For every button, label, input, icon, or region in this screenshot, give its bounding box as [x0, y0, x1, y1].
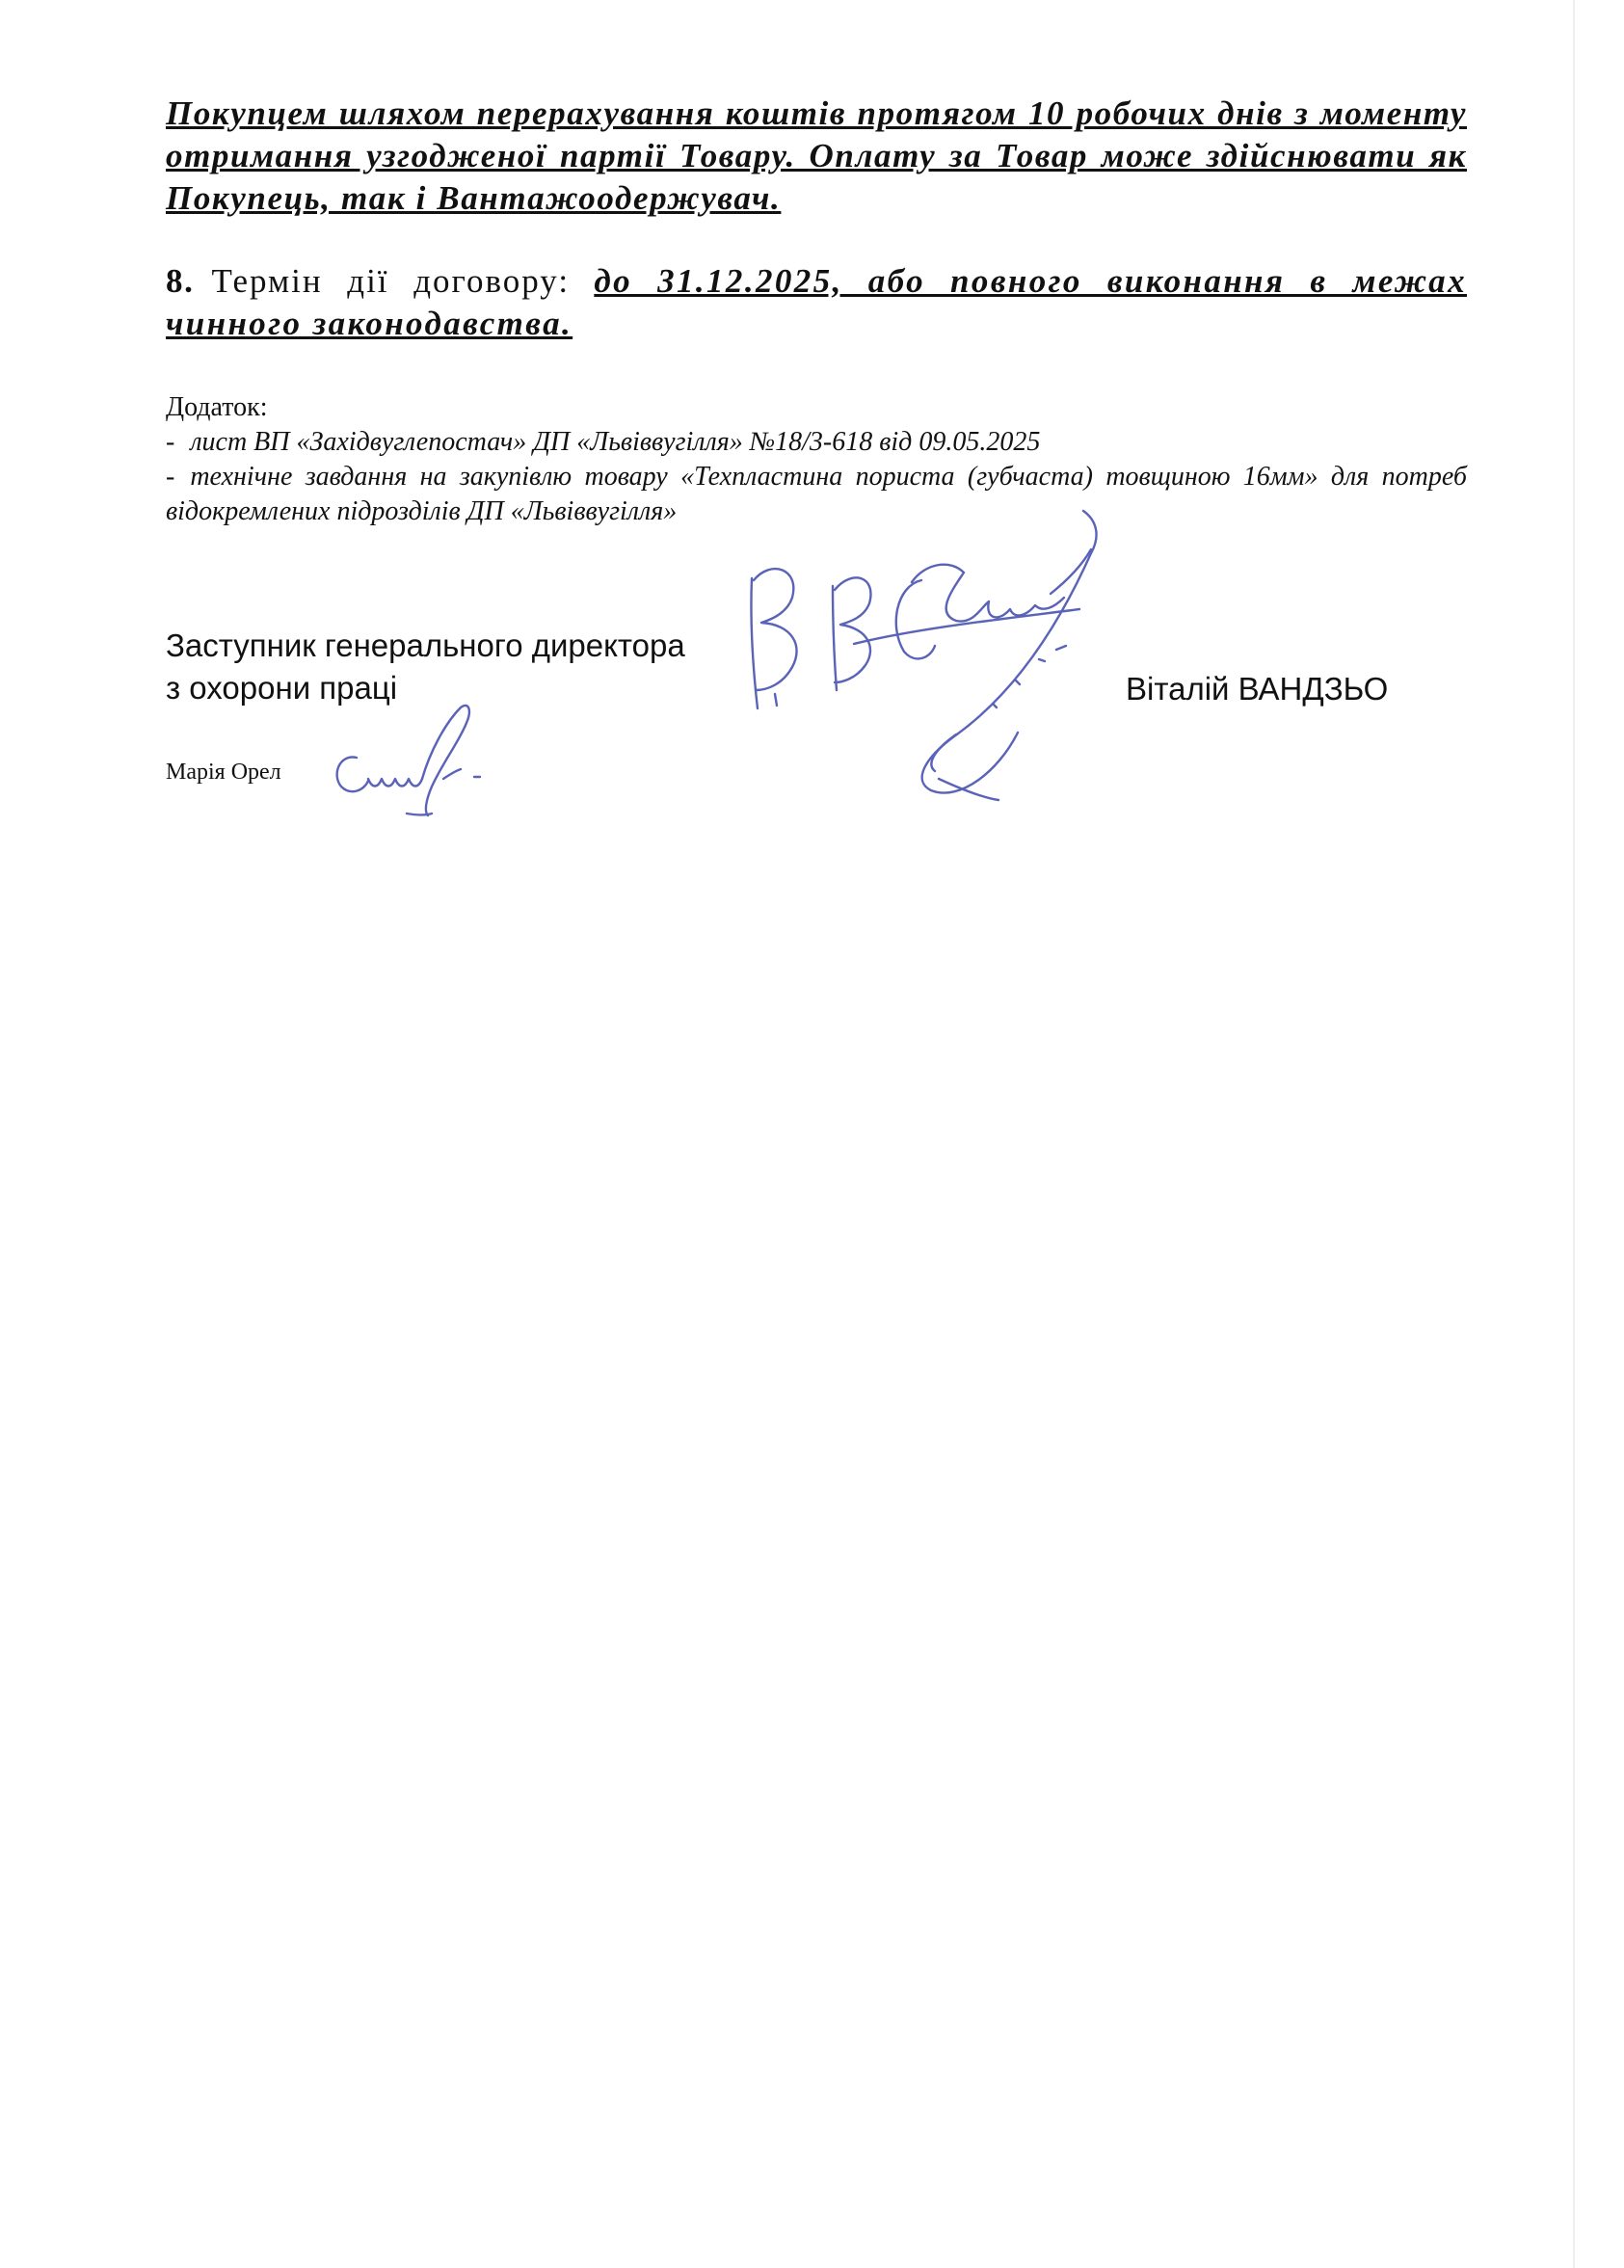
attachments-title: Додаток: — [166, 392, 268, 422]
signature-stroke — [939, 779, 998, 800]
attachment-dash: - — [166, 427, 175, 457]
attachment-text: технічне завдання на закупівлю товару «Техпластина пориста (губчаста) товщиною 16мм» для потреб відокремлених підрозділів ДП «Львіввугілля» — [166, 462, 1467, 526]
signature-stroke — [407, 814, 432, 815]
signatory-position-line2: з охорони праці — [166, 670, 398, 706]
attachment-item — [166, 425, 1467, 460]
term-section-label: Термін дії договору: — [211, 262, 571, 300]
term-section-value: до 31.12.2025, або повного виконання в межах чинного законодавства. — [166, 262, 1467, 342]
signatory-name: Віталій ВАНДЗЬО — [1126, 671, 1389, 707]
executor-name: Марія Орел — [166, 760, 281, 785]
signature-stroke — [835, 577, 870, 682]
signature-stroke — [912, 565, 1064, 622]
signature-stroke — [1039, 659, 1045, 661]
term-section-number: 8. — [166, 262, 195, 300]
signature-stroke — [1016, 680, 1020, 684]
signature-stroke — [993, 704, 997, 707]
signature-stroke — [1056, 646, 1066, 650]
signature-stroke — [931, 734, 956, 771]
signature-stroke — [896, 580, 935, 658]
signature-stroke — [368, 779, 422, 787]
signature-stroke — [922, 511, 1097, 793]
signature-stroke — [754, 569, 797, 690]
signatory-signature — [732, 501, 1176, 848]
signature-stroke — [443, 769, 461, 779]
signature-stroke — [833, 586, 837, 690]
attachment-dash: - — [166, 462, 175, 492]
signature-stroke — [751, 578, 758, 708]
signature-stroke — [1051, 549, 1091, 594]
attachment-text: лист ВП «Західвуглепостач» ДП «Львіввугілля» №18/3-618 від 09.05.2025 — [190, 427, 1041, 457]
executor-signature — [318, 694, 501, 819]
signature-stroke — [422, 706, 469, 815]
signature-stroke — [775, 694, 777, 706]
term-section — [166, 260, 1467, 345]
signatory-position-line1: Заступник генерального директора — [166, 627, 685, 663]
signature-stroke — [337, 758, 368, 792]
payment-paragraph: Покупцем шляхом перерахування коштів протягом 10 робочих днів з моменту отримання узгодженої партії Товару. Оплату за Товар може здійснювати як Покупець, так і Вантажоодержувач. — [166, 94, 1467, 217]
scan-edge-line — [1573, 0, 1575, 2268]
